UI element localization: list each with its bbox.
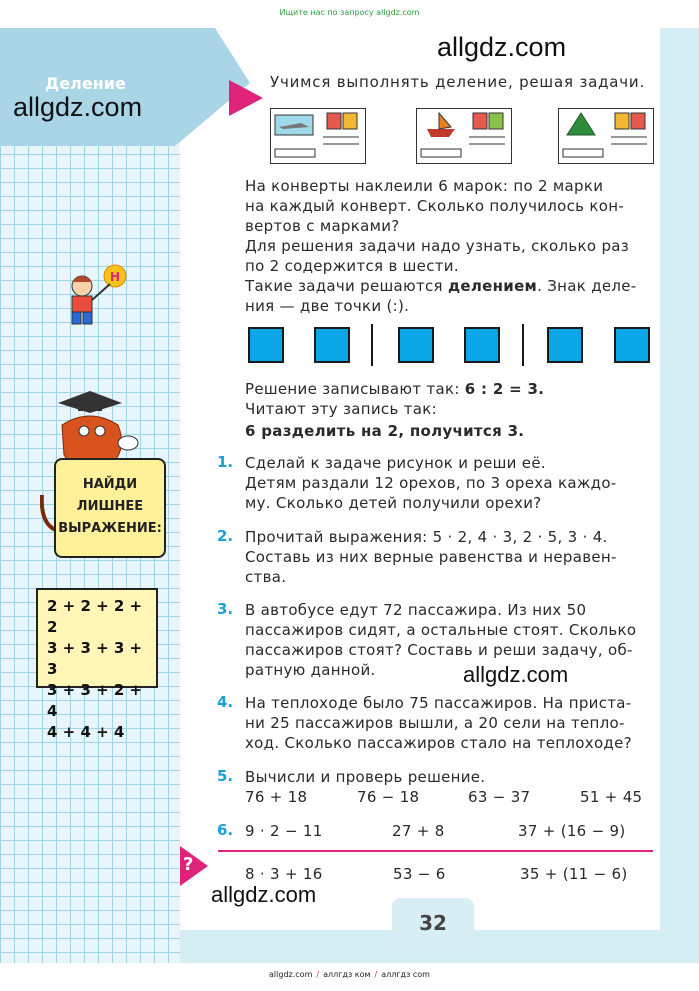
problem-line-2: на каждый конверт. Сколько получилось кон- bbox=[245, 197, 625, 215]
task-3-line-2: пассажиров сидят, а остальные стоят. Сколько bbox=[245, 621, 637, 639]
task-1-line-1: Сделай к задаче рисунок и реши её. bbox=[245, 454, 546, 472]
task-5-expr: 76 + 18 bbox=[245, 788, 308, 806]
task-3-line-3: пассажиров стоят? Составь и реши задачу, об- bbox=[245, 641, 633, 659]
task-5-number: 5. bbox=[217, 767, 234, 785]
rule-line-2: ния — две точки (:). bbox=[245, 297, 410, 315]
expression-item: 2 + 2 + 2 + 2 bbox=[47, 597, 143, 636]
problem-line-1: На конверты наклеили 6 марок: по 2 марки bbox=[245, 177, 604, 195]
task-6-expr: 37 + (16 − 9) bbox=[518, 822, 626, 840]
reading-label: Читают эту запись так: bbox=[245, 400, 437, 418]
task-6-number: 6. bbox=[217, 821, 234, 839]
task-6-expr: 27 + 8 bbox=[392, 822, 445, 840]
rule-keyword: делением bbox=[447, 277, 538, 295]
task-5-expr: 51 + 45 bbox=[580, 788, 643, 806]
watermark-2: allgdz.com bbox=[13, 92, 143, 122]
expression-item: 3 + 3 + 2 + 4 bbox=[47, 681, 143, 720]
task-3-line-1: В автобусе едут 72 пассажира. Из них 50 bbox=[245, 601, 587, 619]
task-1-line-2: Детям раздали 12 орехов, по 3 ореха каждо- bbox=[245, 474, 617, 492]
task-2-line-3: ства. bbox=[245, 568, 287, 586]
find-odd-card bbox=[54, 458, 166, 558]
footer-link[interactable]: аллгдз com bbox=[381, 970, 430, 979]
footer-links: allgdz.com / аллгдз ком / аллгдз com bbox=[269, 970, 430, 979]
task-2-line-1: Прочитай выражения: 5 · 2, 4 · 3, 2 · 5, 3 · 4. bbox=[245, 528, 608, 546]
task-5-line-1: Вычисли и проверь решение. bbox=[245, 768, 486, 786]
topic-title: Деление bbox=[45, 74, 126, 93]
watermark-1: allgdz.com bbox=[437, 32, 567, 62]
reading-text: 6 разделить на 2, получится 3. bbox=[245, 422, 525, 440]
expression-item: 4 + 4 + 4 bbox=[47, 723, 125, 741]
separator-bar bbox=[371, 324, 373, 366]
page-number: 32 bbox=[392, 898, 474, 952]
footer-link[interactable]: аллгдз ком bbox=[323, 970, 371, 979]
task-5-expr: 63 − 37 bbox=[468, 788, 531, 806]
intro-text: Учимся выполнять деление, решая задачи. bbox=[270, 73, 646, 91]
card-line-1: НАЙДИ bbox=[82, 477, 138, 492]
blue-square bbox=[398, 327, 434, 363]
expression-box bbox=[36, 588, 158, 741]
task-4-line-2: ни 25 пассажиров вышли, а 20 сели на тепло- bbox=[245, 714, 625, 732]
blue-square bbox=[248, 327, 284, 363]
footer-link[interactable]: allgdz.com bbox=[269, 970, 313, 979]
card-line-2: ЛИШНЕЕ bbox=[76, 499, 144, 514]
blue-square bbox=[314, 327, 350, 363]
envelope-1 bbox=[270, 108, 366, 164]
separator-bar bbox=[522, 324, 524, 366]
task-6-expr: 9 · 2 − 11 bbox=[245, 822, 323, 840]
task-4-line-3: ход. Сколько пассажиров стало на теплоходе? bbox=[245, 734, 632, 752]
task-3-number: 3. bbox=[217, 600, 234, 618]
task-4-line-1: На теплоходе было 75 пассажиров. На приста- bbox=[245, 694, 632, 712]
right-margin-band bbox=[660, 28, 699, 963]
problem-line-4: Для решения задачи надо узнать, сколько раз bbox=[245, 237, 630, 255]
expression-item: 3 + 3 + 3 + 3 bbox=[47, 639, 143, 678]
task-1-number: 1. bbox=[217, 453, 234, 471]
task-2-line-2: Составь из них верные равенства и неравен- bbox=[245, 548, 617, 566]
mascot-badge: Н bbox=[110, 270, 121, 284]
bonus-expr: 35 + (11 − 6) bbox=[520, 865, 628, 883]
rule-line-1: Такие задачи решаются делением. Знак деле- bbox=[245, 277, 637, 295]
task-1-line-3: му. Сколько детей получили орехи? bbox=[245, 494, 542, 512]
task-4-number: 4. bbox=[217, 693, 234, 711]
ship-stamp-icon bbox=[417, 109, 510, 162]
problem-line-5: по 2 содержится в шести. bbox=[245, 257, 459, 275]
card-line-3: ВЫРАЖЕНИЕ: bbox=[58, 521, 162, 536]
problem-line-3: вертов с марками? bbox=[245, 217, 400, 235]
tree-stamp-icon bbox=[559, 109, 652, 162]
topic-banner bbox=[0, 28, 260, 148]
header-note[interactable]: Ищите нас по запросу allgdz.com bbox=[279, 8, 420, 17]
blue-square bbox=[464, 327, 500, 363]
envelope-3 bbox=[558, 108, 654, 164]
bonus-expr: 8 · 3 + 16 bbox=[245, 865, 323, 883]
task-5-expr: 76 − 18 bbox=[357, 788, 420, 806]
bonus-expr: 53 − 6 bbox=[393, 865, 446, 883]
task-2-number: 2. bbox=[217, 527, 234, 545]
blue-square bbox=[614, 327, 650, 363]
pink-triangle-icon bbox=[229, 80, 263, 116]
task-3-line-4: ратную данной. bbox=[245, 661, 376, 679]
envelope-2 bbox=[416, 108, 512, 164]
bonus-mark: ? bbox=[183, 854, 194, 875]
solution-line: Решение записывают так: 6 : 2 = 3. bbox=[245, 380, 545, 398]
boy-mascot-icon bbox=[62, 262, 134, 334]
watermark-3: allgdz.com bbox=[463, 662, 569, 687]
blue-square bbox=[547, 327, 583, 363]
watermark-4: allgdz.com bbox=[211, 882, 317, 907]
plane-stamp-icon bbox=[271, 109, 364, 162]
bonus-divider bbox=[218, 850, 653, 852]
